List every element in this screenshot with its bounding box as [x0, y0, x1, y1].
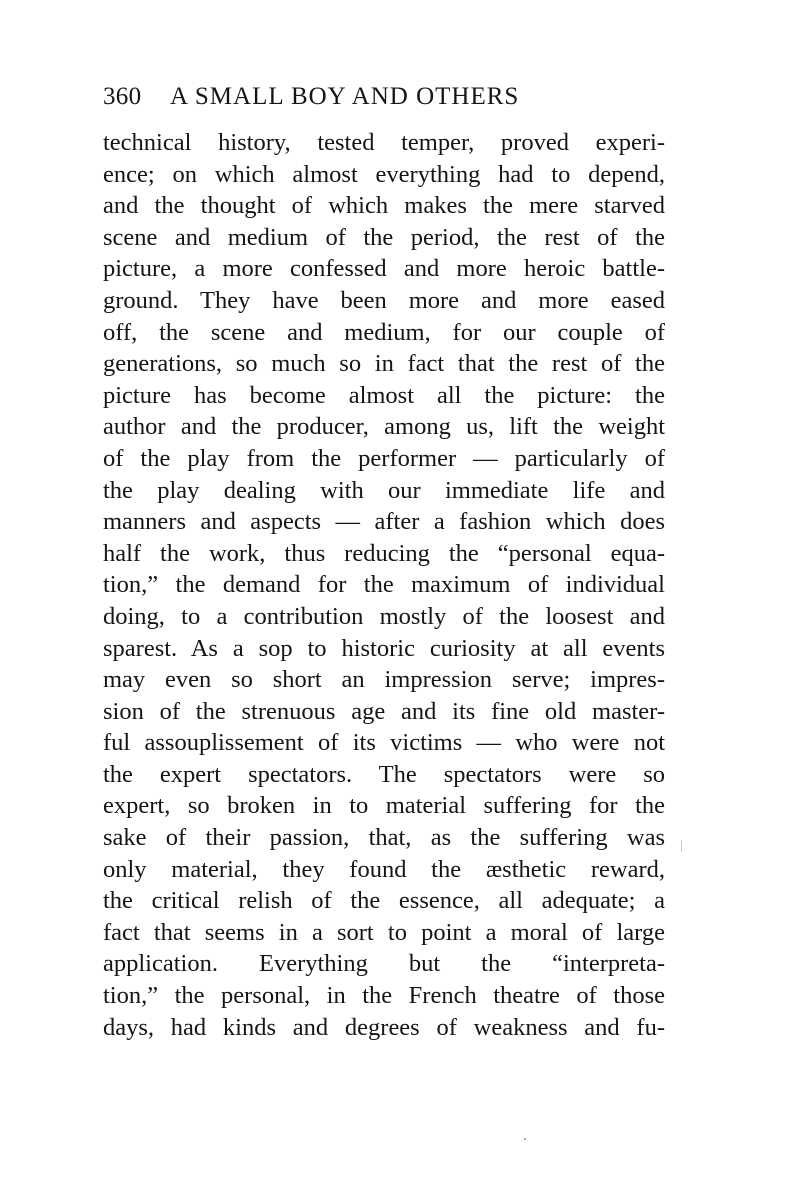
- running-title: A SMALL BOY AND OTHERS: [169, 83, 520, 110]
- text-line: ground. They have been more and more eased: [103, 286, 665, 314]
- text-line: generations, so much so in fact that the rest of the: [103, 350, 665, 378]
- text-line: picture has become almost all the picture: the: [103, 381, 665, 409]
- text-line: and the thought of which makes the mere starved: [103, 192, 665, 220]
- body-text: [103, 127, 665, 1043]
- scan-speck: [524, 1138, 526, 1140]
- text-line: only material, they found the æsthetic reward,: [103, 855, 665, 883]
- text-line: fact that seems in a sort to point a moral of large: [103, 918, 665, 946]
- text-line: of the play from the performer — particularly of: [103, 444, 665, 472]
- text-line: sparest. As a sop to historic curiosity at all events: [103, 634, 665, 662]
- text-line: tion,” the personal, in the French theatre of those: [103, 982, 665, 1010]
- scan-mark: [681, 840, 682, 852]
- text-line: ence; on which almost everything had to depend,: [103, 160, 665, 188]
- text-line: ful assouplissement of its victims — who were not: [103, 729, 665, 757]
- text-line: manners and aspects — after a fashion which does: [103, 508, 665, 536]
- text-line: off, the scene and medium, for our couple of: [103, 318, 665, 346]
- text-line: sake of their passion, that, as the suffering was: [103, 824, 665, 852]
- text-line: the critical relish of the essence, all adequate; a: [103, 887, 665, 915]
- text-line: the expert spectators. The spectators were so: [103, 760, 665, 788]
- text-line: picture, a more confessed and more heroic battle-: [103, 255, 665, 283]
- text-line: tion,” the demand for the maximum of individual: [103, 571, 665, 599]
- text-line: half the work, thus reducing the “personal equa-: [103, 539, 665, 567]
- text-line: application. Everything but the “interpreta-: [103, 950, 665, 978]
- text-line: expert, so broken in to material suffering for the: [103, 792, 665, 820]
- page-number: 360: [103, 83, 142, 110]
- text-line: the play dealing with our immediate life and: [103, 476, 665, 504]
- text-line: scene and medium of the period, the rest of the: [103, 223, 665, 251]
- text-line: may even so short an impression serve; impres-: [103, 666, 665, 694]
- running-head: [103, 80, 519, 114]
- text-line: author and the producer, among us, lift the weight: [103, 413, 665, 441]
- text-line: doing, to a contribution mostly of the loosest and: [103, 602, 665, 630]
- text-line: days, had kinds and degrees of weakness and fu-: [103, 1013, 665, 1041]
- text-line: technical history, tested temper, proved experi-: [103, 129, 665, 156]
- text-line: sion of the strenuous age and its fine old master-: [103, 697, 665, 725]
